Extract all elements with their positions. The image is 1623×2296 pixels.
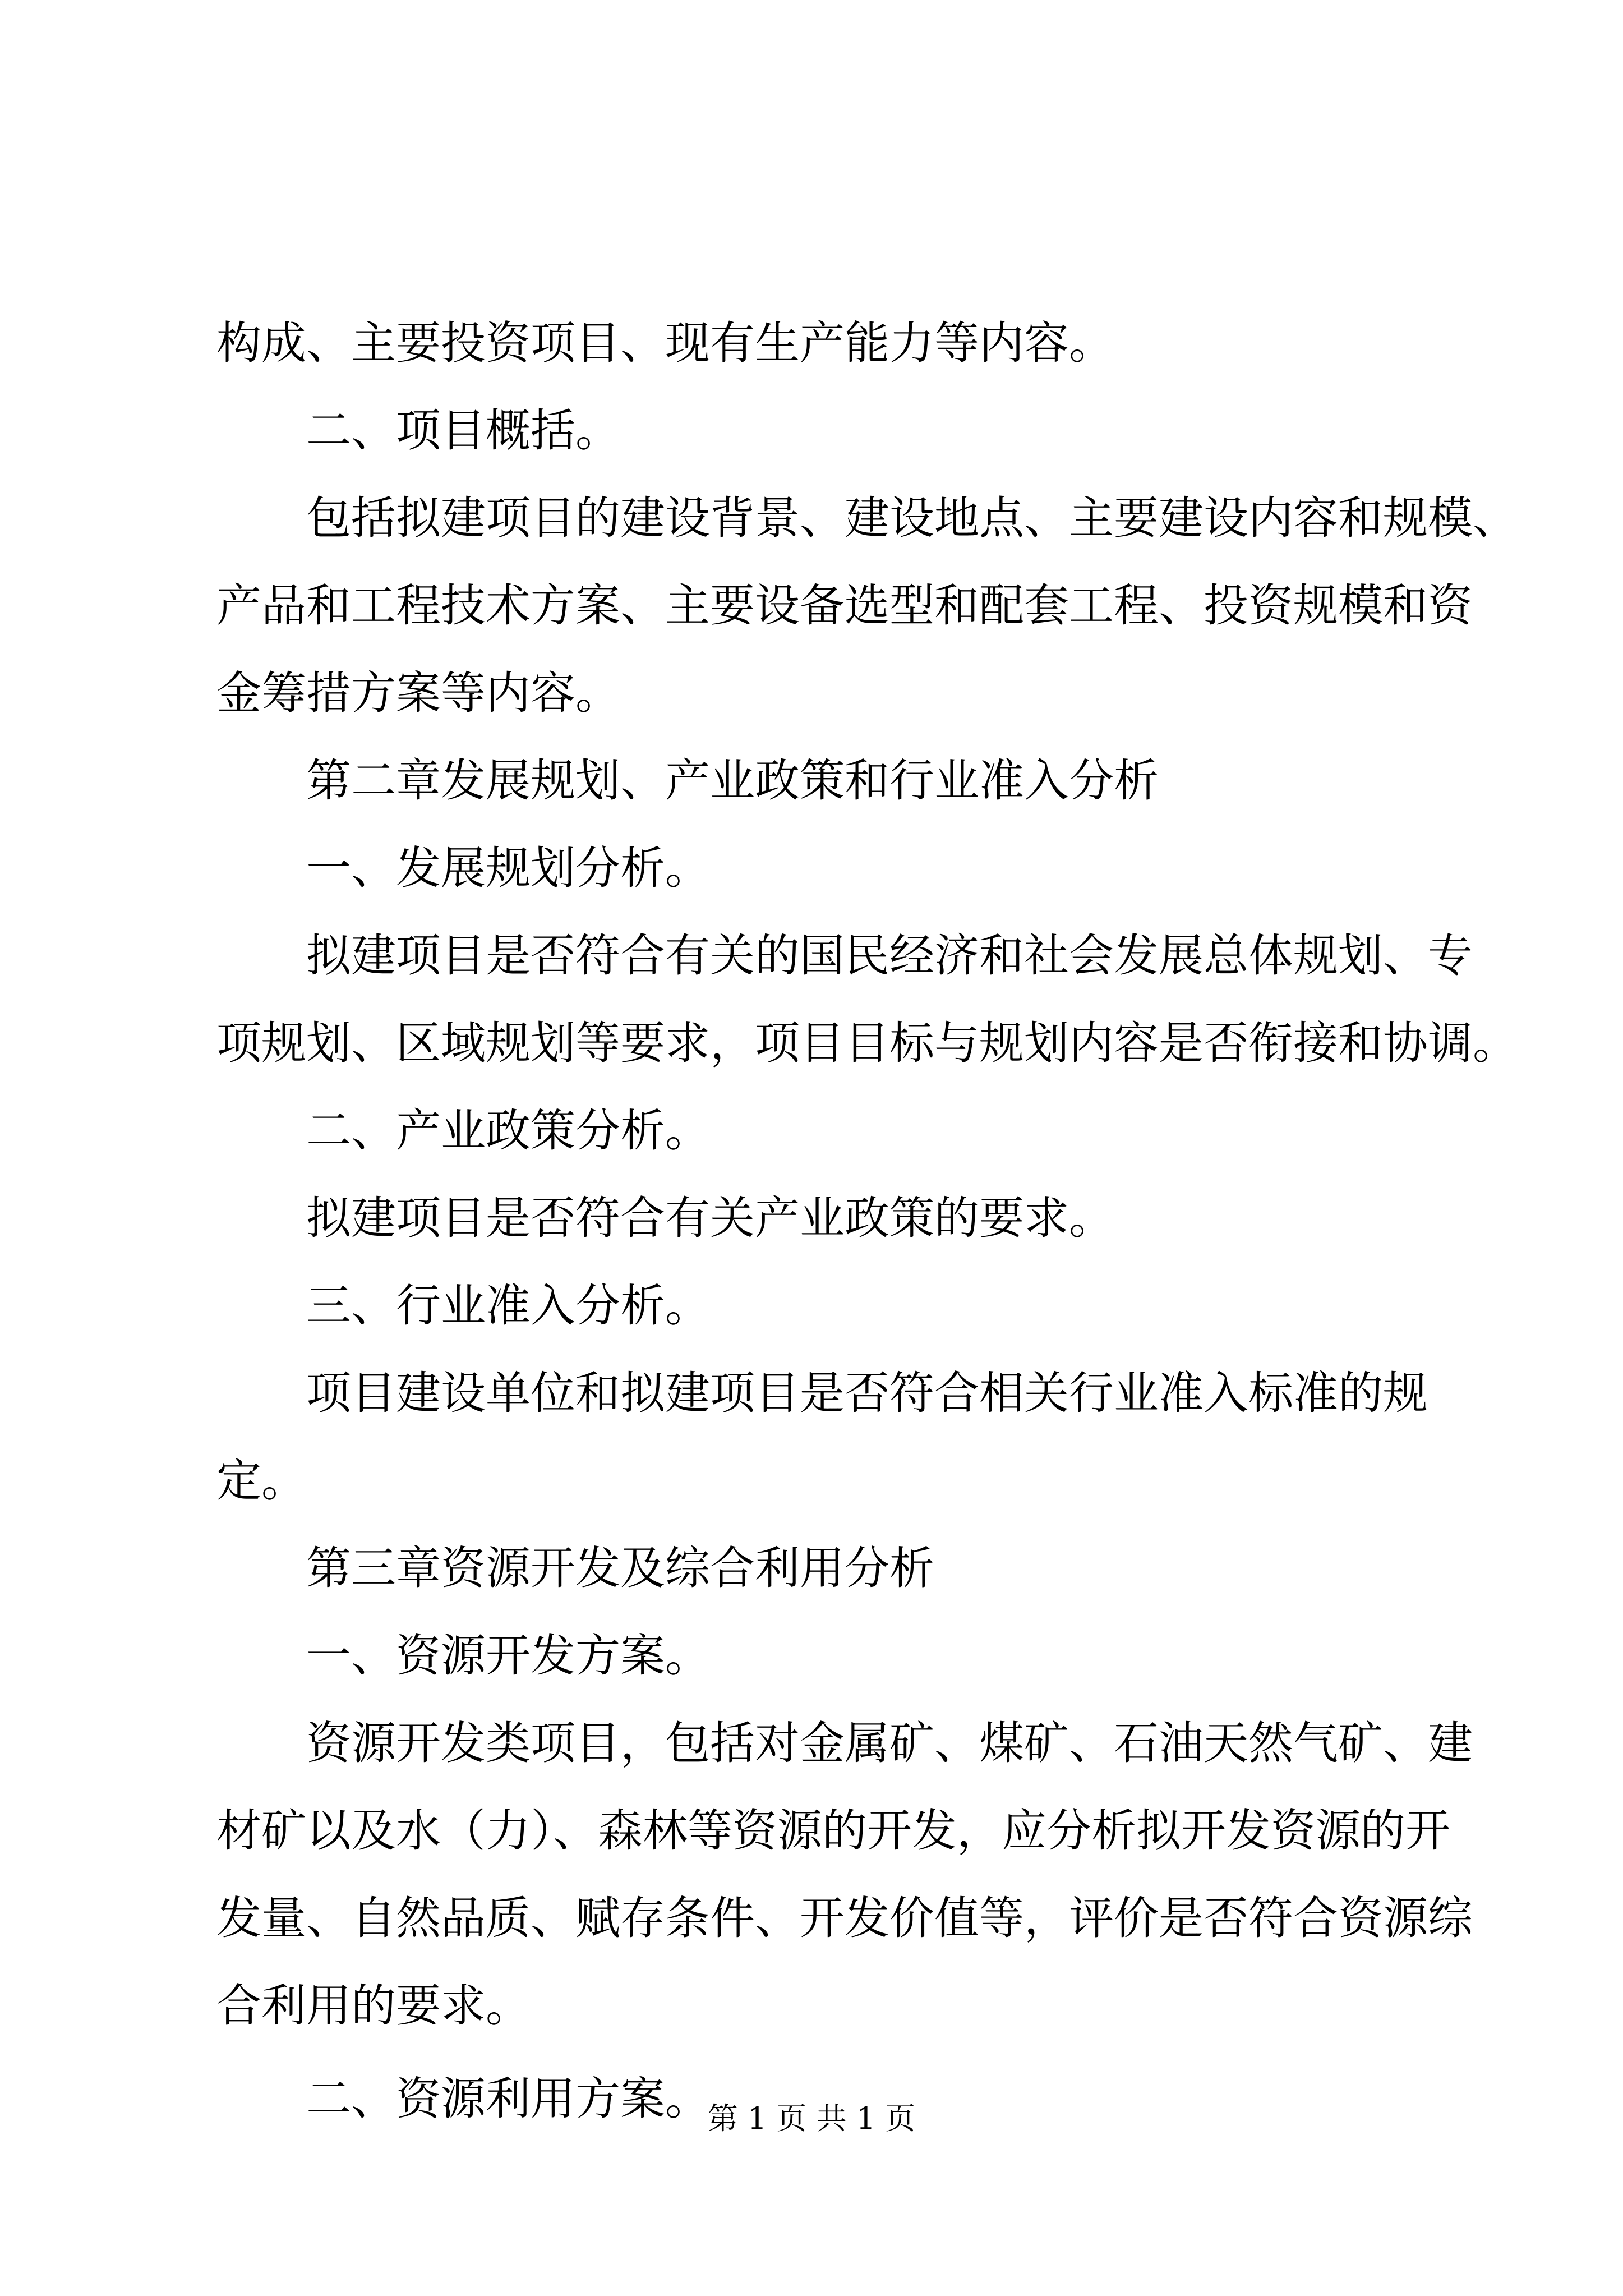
section-heading: 一、资源开发方案。 (306, 1630, 710, 1682)
body-line: 拟建项目是否符合有关的国民经济和社会发展总体规划、专 (306, 930, 1473, 982)
body-line: 拟建项目是否符合有关产业政策的要求。 (306, 1192, 1114, 1244)
chapter-heading: 第三章资源开发及综合利用分析 (306, 1542, 934, 1594)
body-line: 定。 (216, 1455, 306, 1507)
chapter-heading: 第二章发展规划、产业政策和行业准入分析 (306, 754, 1159, 807)
document-body (216, 300, 1518, 2143)
page-footer: 第 1 页 共 1 页 (707, 2101, 916, 2136)
body-line: 产品和工程技术方案、主要设备选型和配套工程、投资规模和资 (216, 579, 1473, 632)
section-heading: 三、行业准入分析。 (306, 1280, 710, 1332)
section-heading: 二、项目概括。 (306, 404, 620, 457)
section-heading: 二、产业政策分析。 (306, 1105, 710, 1157)
body-line: 合利用的要求。 (216, 1980, 531, 2032)
body-line: 金筹措方案等内容。 (216, 667, 620, 719)
body-line: 资源开发类项目，包括对金属矿、煤矿、石油天然气矿、建 (306, 1717, 1473, 1769)
body-line: 项规划、区域规划等要求，项目目标与规划内容是否衔接和协调。 (216, 1017, 1518, 1069)
section-heading: 二、资源利用方案。 (306, 2073, 710, 2125)
body-line: 材矿以及水（力）、森林等资源的开发，应分析拟开发资源的开 (216, 1805, 1450, 1857)
body-line: 包括拟建项目的建设背景、建设地点、主要建设内容和规模、 (306, 492, 1518, 544)
section-heading: 一、发展规划分析。 (306, 842, 710, 894)
body-line: 发量、自然品质、赋存条件、开发价值等，评价是否符合资源综 (216, 1892, 1473, 1944)
body-line: 构成、主要投资项目、现有生产能力等内容。 (216, 317, 1114, 369)
body-line: 项目建设单位和拟建项目是否符合相关行业准入标准的规 (306, 1367, 1428, 1419)
